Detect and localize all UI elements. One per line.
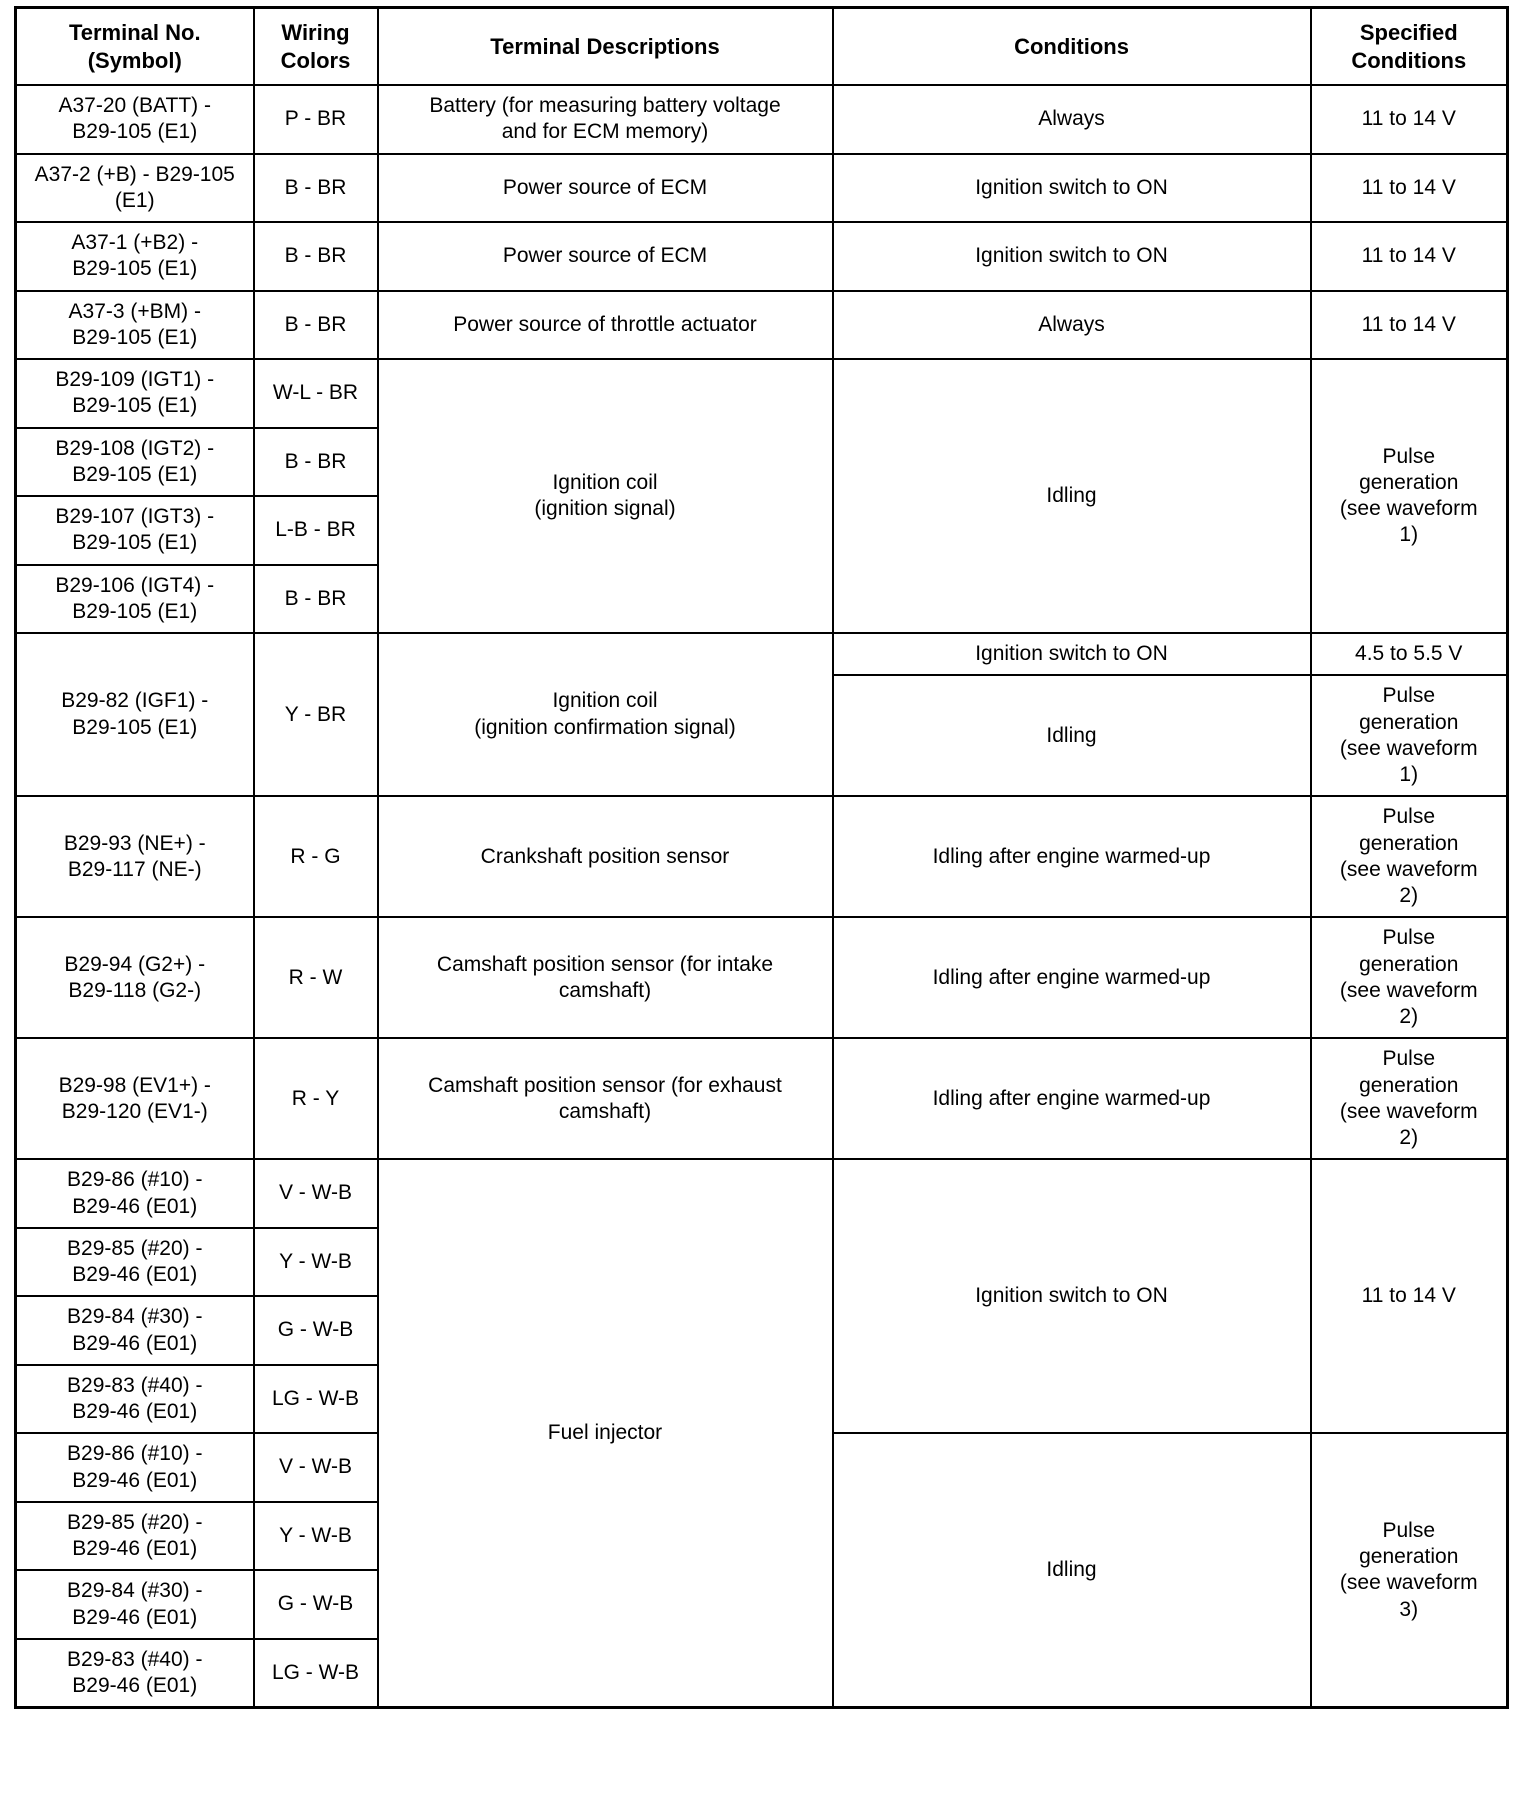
description-cell — [378, 917, 833, 1038]
condition-cell: Idling — [833, 1433, 1311, 1708]
table-row — [16, 222, 1508, 291]
table-row — [16, 917, 1508, 1038]
condition-cell: Always — [833, 85, 1311, 154]
terminal-line2: B29-46 (E01) — [72, 1605, 198, 1629]
specified-line1: Pulse — [1382, 1047, 1436, 1071]
condition-cell: Ignition switch to ON — [833, 222, 1311, 291]
description-cell-fuel-injector: Fuel injector — [378, 1159, 833, 1708]
wiring-color-cell: V - W-B — [254, 1159, 378, 1228]
terminal-line1: B29-93 (NE+) - — [63, 831, 206, 855]
terminal-line1: B29-98 (EV1+) - — [58, 1073, 211, 1097]
condition-cell: Ignition switch to ON — [833, 633, 1311, 675]
specified-line1: Pulse — [1382, 684, 1436, 708]
specified-condition-cell — [1311, 675, 1508, 796]
terminal-line1: B29-83 (#40) - — [67, 1647, 203, 1671]
specified-line2: generation — [1359, 710, 1459, 734]
description-line2: camshaft) — [558, 1099, 652, 1123]
description-cell-ignition-coil — [378, 359, 833, 633]
specified-line4: 3) — [1399, 1597, 1419, 1621]
terminal-line2: B29-105 (E1) — [72, 715, 198, 739]
terminal-no-cell — [16, 1159, 254, 1228]
description-cell-ignition-confirmation — [378, 633, 833, 796]
terminal-line1: B29-106 (IGT4) - — [55, 573, 215, 597]
description-cell — [378, 85, 833, 154]
specified-line4: 2) — [1399, 1005, 1419, 1028]
specified-condition-cell: 11 to 14 V — [1311, 222, 1508, 291]
wiring-color-cell: B - BR — [254, 154, 378, 223]
terminal-line1: B29-94 (G2+) - — [64, 952, 206, 976]
terminal-line1: B29-86 (#10) - — [67, 1168, 203, 1192]
description-cell: Power source of ECM — [378, 154, 833, 223]
specified-condition-cell: 11 to 14 V — [1311, 291, 1508, 360]
terminal-line1: A37-2 (+B) - B29-105 — [34, 162, 235, 186]
wiring-color-cell: V - W-B — [254, 1433, 378, 1502]
table-row — [16, 1038, 1508, 1159]
terminal-line1: A37-3 (+BM) - — [68, 299, 201, 323]
terminal-line2: B29-105 (E1) — [72, 599, 198, 623]
terminal-no-cell — [16, 1038, 254, 1159]
terminal-line2: B29-46 (E01) — [72, 1674, 198, 1697]
specified-line3: (see waveform — [1339, 497, 1478, 520]
wiring-color-cell: LG - W-B — [254, 1365, 378, 1434]
terminal-no-cell — [16, 154, 254, 223]
terminal-line2: B29-105 (E1) — [72, 394, 198, 418]
wiring-color-cell: R - G — [254, 796, 378, 917]
specified-condition-cell — [1311, 1038, 1508, 1159]
terminal-line2: B29-46 (E01) — [72, 1468, 198, 1492]
specified-condition-cell-ignition-coil — [1311, 359, 1508, 633]
description-line2: (ignition confirmation signal) — [474, 715, 736, 739]
specified-line4: 2) — [1399, 884, 1419, 907]
table-row — [16, 1159, 1508, 1228]
terminal-no-cell — [16, 565, 254, 634]
column-header-wiring-colors-line2: Colors — [280, 47, 351, 73]
description-line1: Ignition coil — [552, 689, 658, 713]
terminal-no-cell — [16, 222, 254, 291]
terminal-no-cell — [16, 796, 254, 917]
terminal-line2: B29-117 (NE-) — [67, 857, 202, 881]
condition-cell: Idling after engine warmed-up — [833, 796, 1311, 917]
wiring-color-cell: G - W-B — [254, 1570, 378, 1639]
column-header-terminal-descriptions: Terminal Descriptions — [378, 8, 833, 86]
specified-condition-cell: 11 to 14 V — [1311, 154, 1508, 223]
table-row — [16, 154, 1508, 223]
description-line2: and for ECM memory) — [501, 120, 709, 144]
specified-line3: (see waveform — [1339, 736, 1478, 760]
description-line1: Ignition coil — [552, 470, 658, 494]
terminal-no-cell — [16, 428, 254, 497]
specified-line3: (see waveform — [1339, 1571, 1478, 1595]
terminal-no-cell — [16, 291, 254, 360]
terminal-no-cell — [16, 1570, 254, 1639]
specified-line2: generation — [1359, 470, 1459, 494]
terminal-line2: B29-46 (E01) — [72, 1331, 198, 1355]
terminal-no-cell — [16, 1502, 254, 1571]
description-cell: Crankshaft position sensor — [378, 796, 833, 917]
terminal-no-cell — [16, 496, 254, 565]
column-header-specified-conditions-line2: Conditions — [1351, 47, 1467, 73]
table-row — [16, 633, 1508, 675]
terminal-line1: B29-108 (IGT2) - — [55, 436, 215, 460]
description-line1: Camshaft position sensor (for intake — [436, 952, 774, 976]
terminal-line2: B29-105 (E1) — [72, 120, 198, 144]
terminal-line1: B29-85 (#20) - — [67, 1236, 203, 1260]
wiring-color-cell: LG - W-B — [254, 1639, 378, 1708]
table-header-row — [16, 8, 1508, 86]
specified-line3: (see waveform — [1339, 857, 1478, 881]
specified-line4: 1) — [1399, 763, 1419, 786]
terminal-no-cell — [16, 359, 254, 428]
wiring-color-cell: L-B - BR — [254, 496, 378, 565]
terminal-line2: B29-46 (E01) — [72, 1400, 198, 1423]
specified-line2: generation — [1359, 1073, 1459, 1097]
description-line2: camshaft) — [558, 978, 652, 1002]
wiring-color-cell: B - BR — [254, 222, 378, 291]
terminal-line2: B29-105 (E1) — [72, 325, 198, 349]
wiring-color-cell: Y - W-B — [254, 1228, 378, 1297]
specified-line4: 2) — [1399, 1126, 1419, 1149]
description-cell: Power source of ECM — [378, 222, 833, 291]
terminal-no-cell — [16, 85, 254, 154]
terminal-line2: B29-46 (E01) — [72, 1537, 198, 1560]
specified-line1: Pulse — [1382, 444, 1436, 468]
description-cell — [378, 1038, 833, 1159]
wiring-color-cell: G - W-B — [254, 1296, 378, 1365]
specified-condition-cell: 11 to 14 V — [1311, 1159, 1508, 1433]
wiring-color-cell: Y - BR — [254, 633, 378, 796]
terminal-no-cell — [16, 633, 254, 796]
terminal-line2: (E1) — [114, 188, 155, 212]
wiring-color-cell: W-L - BR — [254, 359, 378, 428]
wiring-color-cell: B - BR — [254, 565, 378, 634]
terminal-line1: B29-107 (IGT3) - — [55, 505, 215, 528]
terminal-line1: B29-83 (#40) - — [67, 1373, 203, 1397]
table-row — [16, 291, 1508, 360]
terminal-line1: B29-82 (IGF1) - — [61, 689, 209, 713]
wiring-color-cell: R - W — [254, 917, 378, 1038]
table-row — [16, 359, 1508, 428]
condition-cell: Ignition switch to ON — [833, 1159, 1311, 1433]
description-line2: (ignition signal) — [534, 497, 676, 520]
condition-cell: Idling — [833, 675, 1311, 796]
terminal-line1: B29-84 (#30) - — [67, 1579, 203, 1603]
specified-line3: (see waveform — [1339, 978, 1478, 1002]
specified-condition-cell — [1311, 796, 1508, 917]
specified-line2: generation — [1359, 831, 1459, 855]
terminal-line2: B29-118 (G2-) — [68, 978, 202, 1002]
terminal-line2: B29-46 (E01) — [72, 1194, 198, 1218]
condition-cell: Idling after engine warmed-up — [833, 917, 1311, 1038]
terminal-line2: B29-120 (EV1-) — [61, 1099, 208, 1123]
description-line1: Camshaft position sensor (for exhaust — [428, 1073, 782, 1097]
specified-line4: 1) — [1399, 523, 1419, 547]
terminal-line1: B29-84 (#30) - — [67, 1305, 203, 1329]
column-header-wiring-colors-line1: Wiring — [281, 20, 350, 45]
wiring-color-cell: R - Y — [254, 1038, 378, 1159]
table-row — [16, 796, 1508, 917]
terminal-line2: B29-105 (E1) — [72, 462, 198, 486]
condition-cell: Ignition switch to ON — [833, 154, 1311, 223]
description-line1: Battery (for measuring battery voltage — [429, 94, 781, 117]
terminal-no-cell — [16, 1639, 254, 1708]
condition-cell: Idling after engine warmed-up — [833, 1038, 1311, 1159]
specified-condition-cell — [1311, 1433, 1508, 1708]
terminal-line1: B29-109 (IGT1) - — [55, 368, 215, 391]
terminal-line1: A37-20 (BATT) - — [58, 94, 211, 117]
specified-condition-cell: 11 to 14 V — [1311, 85, 1508, 154]
wiring-color-cell: B - BR — [254, 291, 378, 360]
column-header-conditions: Conditions — [833, 8, 1311, 86]
column-header-terminal-no-line1: Terminal No. — [68, 20, 201, 45]
terminal-line1: B29-85 (#20) - — [67, 1510, 203, 1534]
terminal-no-cell — [16, 917, 254, 1038]
wiring-color-cell: P - BR — [254, 85, 378, 154]
wiring-color-cell: Y - W-B — [254, 1502, 378, 1571]
terminal-line1: A37-1 (+B2) - — [71, 231, 199, 254]
column-header-wiring-colors — [254, 8, 378, 86]
specified-condition-cell — [1311, 917, 1508, 1038]
column-header-terminal-no-line2: (Symbol) — [87, 47, 182, 73]
terminal-no-cell — [16, 1296, 254, 1365]
specified-condition-cell: 4.5 to 5.5 V — [1311, 633, 1508, 675]
terminal-line2: B29-105 (E1) — [72, 531, 198, 555]
condition-cell-ignition-coil: Idling — [833, 359, 1311, 633]
specified-line2: generation — [1359, 952, 1459, 976]
column-header-specified-conditions-line1: Specified — [1359, 20, 1458, 45]
terminal-line2: B29-105 (E1) — [72, 257, 198, 281]
specified-line2: generation — [1359, 1545, 1459, 1568]
table-row — [16, 85, 1508, 154]
terminal-no-cell — [16, 1228, 254, 1297]
specified-line1: Pulse — [1382, 926, 1436, 950]
condition-cell: Always — [833, 291, 1311, 360]
terminal-line1: B29-86 (#10) - — [67, 1442, 203, 1466]
wiring-color-cell: B - BR — [254, 428, 378, 497]
column-header-terminal-no — [16, 8, 254, 86]
terminal-no-cell — [16, 1365, 254, 1434]
specified-line1: Pulse — [1382, 805, 1436, 829]
description-cell: Power source of throttle actuator — [378, 291, 833, 360]
specified-line3: (see waveform — [1339, 1099, 1478, 1123]
terminal-specification-table — [14, 6, 1509, 1709]
column-header-specified-conditions — [1311, 8, 1508, 86]
terminal-line2: B29-46 (E01) — [72, 1263, 198, 1286]
terminal-no-cell — [16, 1433, 254, 1502]
specified-line1: Pulse — [1382, 1518, 1436, 1542]
